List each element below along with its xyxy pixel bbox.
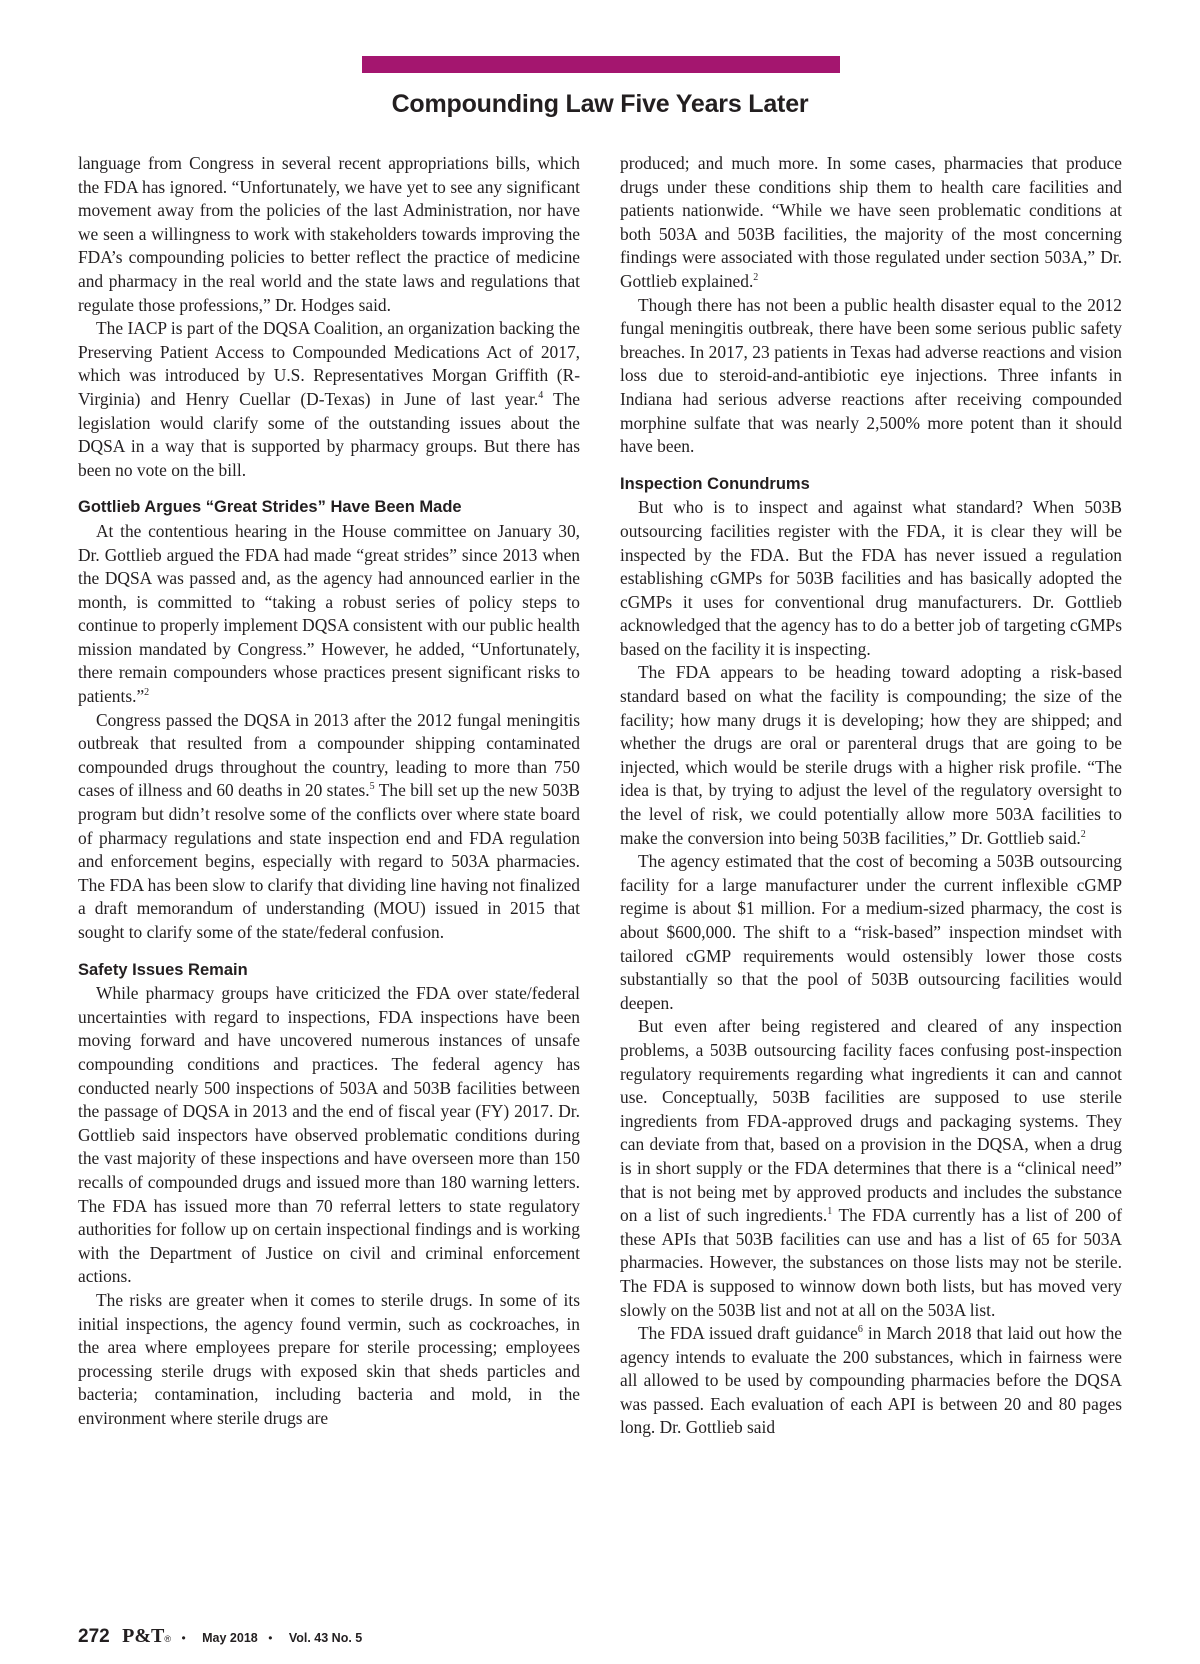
left-column: [78, 152, 580, 1430]
reference-superscript: 2: [753, 272, 759, 284]
reference-superscript: 4: [538, 390, 544, 402]
paragraph: The risks are greater when it comes to sterile drugs. In some of its initial inspections, the agency found vermin, such as cockroaches, in the area where employees prepare for sterile processing; employees processing sterile drugs with exposed skin that sheds particles and bacteria; contamination, including bacteria and mold, in the environment where sterile drugs are: [78, 1289, 580, 1428]
section-heading: Gottlieb Argues “Great Strides” Have Been Made: [78, 498, 462, 517]
page-footer: [78, 1625, 362, 1648]
paragraph: produced; and much more. In some cases, pharmacies that produce drugs under these conditions ship them to health care facilities and patients nationwide. “While we have seen problematic conditions at both 503A and 503B facilities, the majority of the most concerning findings were associated with those regulated under section 503A,” Dr. Gottlieb explained.$^2$: [620, 153, 1122, 291]
paragraph: At the contentious hearing in the House committee on January 30, Dr. Gottlieb argued the FDA had made “great strides” since 2013 when the DQSA was passed and, as the agency had announced earlier in the month, is committed to “taking a robust series of policy steps to continue to properly implement DQSA consistent with our public health mission mandated by Congress.” However, he added, “Unfortunately, there remain compounders whose practices present significant risks to patients.”$^2$: [78, 520, 580, 707]
header-accent-bar: [362, 56, 840, 73]
page-title: Compounding Law Five Years Later: [391, 90, 809, 118]
volume-number: Vol. 43 No. 5: [288, 1631, 363, 1645]
paragraph: But who is to inspect and against what standard? When 503B outsourcing facilities register with the FDA, it is clear they will be inspected by the FDA. But the FDA has never issued a regulation establishing cGMPs for 503B facilities and has basically adopted the cGMPs it uses for conventional drug manufacturers. Dr. Gottlieb acknowledged that the agency has to do a better job of targeting cGMPs based on the facility it is inspecting.: [620, 497, 1122, 659]
bullet-separator: •: [181, 1631, 186, 1645]
paragraph: Though there has not been a public health disaster equal to the 2012 fungal meningitis outbreak, there have been some serious public safety breaches. In 2017, 23 patients in Texas had adverse reactions and vision loss due to steroid-and-antibiotic eye injections. Three infants in Indiana had serious adverse reactions after receiving compounded morphine sulfate that was nearly 2,500% more potent than it should have been.: [620, 294, 1122, 457]
paragraph: But even after being registered and cleared of any inspection problems, a 503B outsourcing facility faces confusing post-inspection regulatory requirements regarding what ingredients it can and cannot use. Conceptually, 503B facilities are supposed to use sterile ingredients from FDA-approved drugs and packaging systems. They can deviate from that, based on a provision in the DQSA, when a drug is in short supply or the FDA determines that there is a “clinical need” that is not being met by approved products and includes the substance on a list of such ingredients.$^1$ The FDA currently has a list of 200 of these APIs that 503B facilities can use and has a list of 65 for 503A pharmacies. However, the substances on those lists may not be sterile. The FDA is supposed to winnow down both lists, but has moved very slowly on the 503B list and not at all on the 503A list.: [620, 1016, 1122, 1320]
section-heading: Safety Issues Remain: [78, 960, 248, 979]
paragraph: language from Congress in several recent appropriations bills, which the FDA has ignored. “Unfortunately, we have yet to see any significant movement away from the policies of the last Administration, nor have we seen a willingness to work with stakeholders towards improving the FDA’s compounding policies to better reflect the practice of medicine and pharmacy in the real world and the state laws and regulations that regulate those professions,” Dr. Hodges said.: [78, 153, 580, 315]
bullet-separator: •: [268, 1631, 273, 1645]
paragraph: While pharmacy groups have criticized the FDA over state/federal uncertainties with regard to inspections, FDA inspections have been moving forward and have uncovered numerous instances of unsafe compounding conditions and practices. The federal agency has conducted nearly 500 inspections of 503A and 503B facilities between the passage of DQSA in 2013 and the end of fiscal year (FY) 2017. Dr. Gottlieb said inspectors have observed problematic conditions during the vast majority of these inspections and have overseen more than 150 recalls of compounded drugs and issued more than 180 warning letters. The FDA has issued more than 70 referral letters to state regulatory authorities for follow up on certain inspectional findings and is working with the Department of Justice on civil and criminal enforcement actions.: [78, 983, 580, 1287]
section-heading: Inspection Conundrums: [620, 474, 810, 493]
journal-name: P&T: [122, 1625, 165, 1647]
paragraph: The FDA issued draft guidance$^6$ in March 2018 that laid out how the agency intends to evaluate the 200 substances, which in fairness were all allowed to be used by compounding pharmacies before the DQSA was passed. Each evaluation of each API is between 20 and 80 pages long. Dr. Gottlieb said: [620, 1323, 1122, 1438]
reference-superscript: 5: [369, 781, 375, 793]
paragraph: The FDA appears to be heading toward adopting a risk-based standard based on what the facility is compounding; the size of the facility; how many drugs it is developing; how they are shipped; and whether the drugs are oral or parenteral drugs that are going to be injected, which would be sterile drugs with a higher risk profile. “The idea is that, by trying to adjust the level of the regulatory oversight to the level of risk, we could potentially allow more 503A facilities to make the conversion into being 503B facilities,” Dr. Gottlieb said.$^2$: [620, 662, 1122, 848]
issue-date: May 2018: [202, 1631, 258, 1645]
right-column: [620, 152, 1122, 1440]
reference-superscript: 6: [857, 1324, 863, 1336]
paragraph: The IACP is part of the DQSA Coalition, an organization backing the Preserving Patient Access to Compounded Medications Act of 2017, which was introduced by U.S. Representatives Morgan Griffith (R-Virginia) and Henry Cuellar (D-Texas) in June of last year.$^4$ The legislation would clarify some of the outstanding issues about the DQSA in a way that is supported by pharmacy groups. But there has been no vote on the bill.: [78, 318, 580, 480]
paragraph: The agency estimated that the cost of becoming a 503B outsourcing facility for a large manufacturer under the current inflexible cGMP regime is about $1 million. For a medium-sized pharmacy, the cost is about $600,000. The shift to a “risk-based” inspection mindset with tailored cGMP requirements would ostensibly lower those costs substantially so that the pool of 503B outsourcing facilities would deepen.: [620, 851, 1122, 1013]
reference-superscript: 2: [1080, 828, 1086, 840]
reference-superscript: 2: [144, 687, 150, 699]
paragraph: Congress passed the DQSA in 2013 after the 2012 fungal meningitis outbreak that resulted from a compounder shipping contaminated compounded drugs throughout the country, leading to more than 750 cases of illness and 60 deaths in 20 states.$^5$ The bill set up the new 503B program but didn’t resolve some of the conflicts over where state board of pharmacy regulations and state inspection end and FDA regulation and enforcement begins, especially with regard to 503A pharmacies. The FDA has been slow to clarify that dividing line having not finalized a draft memorandum of understanding (MOU) issued in 2015 that sought to clarify some of the state/federal confusion.: [78, 709, 581, 942]
reference-superscript: 1: [827, 1206, 833, 1218]
registered-mark: ®: [164, 1634, 172, 1644]
page-number: 272: [78, 1626, 110, 1647]
